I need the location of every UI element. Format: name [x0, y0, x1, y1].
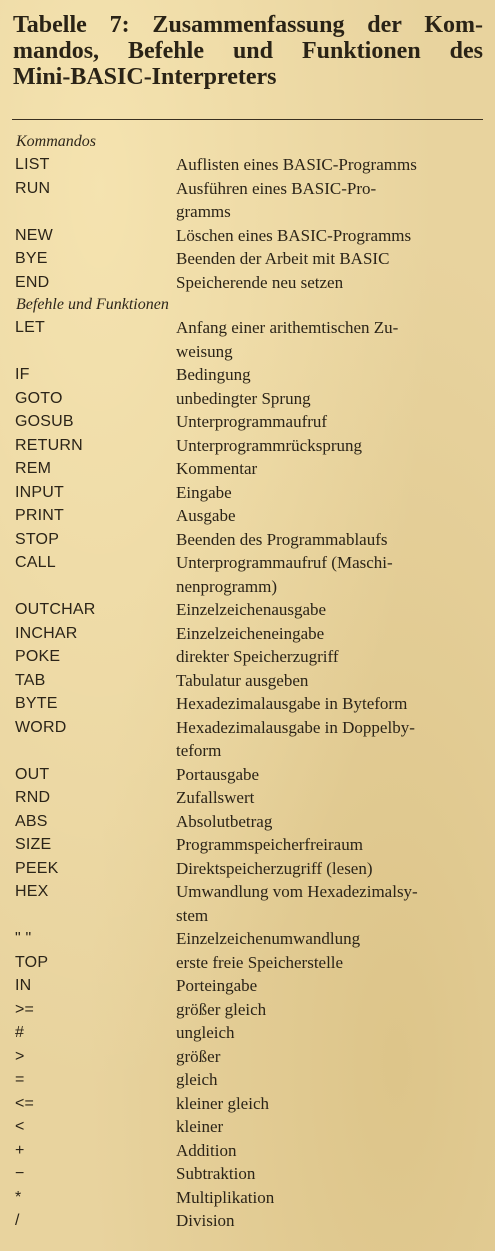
description-line: nenprogramm) — [176, 576, 278, 596]
table-row — [14, 622, 482, 646]
description-line: Ausführen eines BASIC-Pro- — [176, 178, 377, 198]
command-keyword: TAB — [15, 671, 46, 689]
command-keyword: RND — [15, 789, 51, 806]
command-description — [176, 1209, 476, 1233]
table-row — [14, 528, 482, 552]
table-row — [14, 998, 482, 1022]
command-description — [176, 598, 476, 622]
command-keyword: SIZE — [15, 836, 52, 853]
command-description — [176, 833, 476, 857]
command-description — [176, 763, 476, 787]
command-description — [176, 951, 476, 975]
command-keyword: # — [15, 1024, 25, 1041]
command-description — [176, 387, 476, 411]
description-line: Beenden der Arbeit mit BASIC — [176, 249, 390, 268]
description-line: weisung — [176, 341, 233, 361]
description-line: größer gleich — [176, 999, 267, 1019]
description-line: Absolutbetrag — [176, 811, 273, 831]
description-line: Speicherende neu setzen — [176, 272, 344, 292]
description-line: Unterprogrammrücksprung — [176, 435, 363, 455]
description-line: Multiplikation — [176, 1187, 275, 1207]
command-description — [176, 434, 476, 458]
table-row — [14, 1021, 482, 1045]
title-line-3: Mini-BASIC-Interpreters — [13, 64, 277, 90]
table-row — [14, 434, 482, 458]
command-description — [176, 410, 476, 434]
table-row — [14, 598, 482, 622]
table-row — [14, 1162, 482, 1186]
command-description — [176, 528, 476, 552]
description-line: Subtraktion — [176, 1164, 256, 1183]
command-description — [176, 271, 476, 295]
table-row — [14, 645, 482, 669]
table-row — [14, 1209, 482, 1233]
description-line: Porteingabe — [176, 976, 258, 995]
table-row — [14, 504, 482, 528]
command-description — [176, 974, 476, 998]
command-keyword: = — [15, 1071, 25, 1088]
command-keyword: / — [15, 1212, 20, 1229]
command-description — [176, 1162, 476, 1186]
command-description — [176, 669, 476, 693]
table-row — [14, 410, 482, 434]
command-keyword: INPUT — [15, 483, 64, 501]
command-keyword: RUN — [15, 179, 51, 197]
description-line: Einzelzeichenumwandlung — [176, 929, 361, 948]
command-description — [176, 551, 476, 598]
command-description — [176, 457, 476, 481]
command-keyword: PEEK — [15, 859, 59, 877]
command-keyword: LET — [15, 319, 45, 336]
description-line: gramms — [176, 202, 231, 221]
table-row — [14, 1092, 482, 1116]
description-line: Hexadezimalausgabe in Doppelby- — [176, 717, 415, 737]
command-keyword: < — [15, 1118, 25, 1135]
description-line: Division — [176, 1211, 235, 1230]
command-description — [176, 1139, 476, 1163]
command-keyword: RETURN — [15, 436, 83, 454]
table-row — [14, 716, 482, 763]
command-keyword: OUTCHAR — [15, 601, 96, 618]
command-description — [176, 810, 476, 834]
command-description — [176, 1068, 476, 1092]
description-line: Unterprogrammaufruf — [176, 412, 328, 431]
description-line: kleiner — [176, 1117, 224, 1136]
command-keyword: LIST — [15, 156, 50, 173]
command-description — [176, 716, 476, 763]
command-description — [176, 927, 476, 951]
description-line: Tabulatur ausgeben — [176, 670, 309, 690]
command-keyword: IF — [15, 366, 30, 383]
table-row — [14, 927, 482, 951]
section-heading: Befehle und Funktionen — [16, 296, 169, 313]
command-description — [176, 880, 476, 927]
command-keyword: >= — [15, 1000, 35, 1018]
command-keyword: TOP — [15, 953, 49, 971]
command-keyword: <= — [15, 1094, 35, 1112]
table-row — [14, 786, 482, 810]
command-description — [176, 622, 476, 646]
description-line: erste freie Speicherstelle — [176, 952, 344, 972]
command-description — [176, 177, 476, 224]
table-row — [14, 763, 482, 787]
table-row — [14, 316, 482, 363]
description-line: Anfang einer arithemtischen Zu- — [176, 318, 399, 337]
command-keyword: END — [15, 273, 50, 291]
table-row — [14, 669, 482, 693]
command-keyword: INCHAR — [15, 624, 78, 642]
command-keyword: GOSUB — [15, 413, 74, 430]
command-keyword: ABS — [15, 812, 48, 830]
command-keyword: GOTO — [15, 389, 63, 407]
command-keyword: BYE — [15, 250, 48, 267]
description-line: direkter Speicherzugriff — [176, 647, 339, 666]
table-row — [14, 177, 482, 224]
command-keyword: PRINT — [15, 507, 64, 524]
description-line: Einzelzeicheneingabe — [176, 623, 325, 643]
command-keyword: WORD — [15, 718, 67, 736]
command-keyword: POKE — [15, 648, 61, 665]
description-line: Portausgabe — [176, 764, 260, 784]
table-row — [14, 880, 482, 927]
command-description — [176, 481, 476, 505]
command-keyword: OUT — [15, 765, 50, 783]
table-row — [14, 457, 482, 481]
description-line: Umwandlung vom Hexadezimalsy- — [176, 882, 418, 901]
description-line: Addition — [176, 1140, 237, 1160]
command-keyword: HEX — [15, 883, 49, 900]
table-row — [14, 481, 482, 505]
table-row — [14, 387, 482, 411]
section-heading: Kommandos — [16, 133, 97, 150]
command-keyword: BYTE — [15, 695, 58, 712]
description-line: Unterprogrammaufruf (Maschi- — [176, 553, 393, 572]
command-keyword: * — [15, 1188, 22, 1206]
table-row — [14, 1045, 482, 1069]
command-description — [176, 692, 476, 716]
description-line: Hexadezimalausgabe in Byteform — [176, 694, 408, 713]
command-description — [176, 786, 476, 810]
command-description — [176, 1092, 476, 1116]
description-line: Programmspeicherfreiraum — [176, 835, 363, 854]
command-keyword: NEW — [15, 226, 53, 244]
description-line: ungleich — [176, 1023, 235, 1042]
table-row — [14, 224, 482, 248]
command-keyword: − — [15, 1165, 25, 1182]
description-line: Direktspeicherzugriff (lesen) — [176, 858, 373, 878]
description-line: Einzelzeichenausgabe — [176, 600, 327, 619]
command-description — [176, 224, 476, 248]
table-row — [14, 153, 482, 177]
table-row — [14, 271, 482, 295]
command-keyword: IN — [15, 977, 32, 994]
command-description — [176, 316, 476, 363]
description-line: Beenden des Programmablaufs — [176, 529, 388, 549]
command-keyword: + — [15, 1141, 25, 1159]
table-row — [14, 951, 482, 975]
command-description — [176, 504, 476, 528]
title-divider — [12, 119, 483, 120]
description-line: unbedingter Sprung — [176, 388, 311, 408]
description-line: teform — [176, 741, 222, 760]
table-row — [14, 857, 482, 881]
table-row — [14, 692, 482, 716]
table-row — [14, 810, 482, 834]
description-line: kleiner gleich — [176, 1093, 269, 1113]
command-list — [14, 131, 482, 1233]
command-description — [176, 857, 476, 881]
table-row — [14, 363, 482, 387]
command-description — [176, 1186, 476, 1210]
table-row — [14, 1068, 482, 1092]
description-line: Kommentar — [176, 459, 258, 478]
table-row — [14, 247, 482, 271]
description-line: größer — [176, 1046, 221, 1066]
table-row — [14, 1139, 482, 1163]
description-line: Zufallswert — [176, 788, 255, 807]
command-keyword: CALL — [15, 554, 56, 571]
table-row — [14, 974, 482, 998]
command-keyword: STOP — [15, 530, 60, 548]
description-line: gleich — [176, 1070, 218, 1089]
command-description — [176, 153, 476, 177]
command-description — [176, 247, 476, 271]
table-row — [14, 551, 482, 598]
table-row — [14, 1115, 482, 1139]
description-line: Eingabe — [176, 482, 232, 502]
table-row — [14, 1186, 482, 1210]
description-line: Löschen eines BASIC-Programms — [176, 225, 412, 245]
command-description — [176, 645, 476, 669]
description-line: stem — [176, 905, 209, 925]
command-keyword: REM — [15, 460, 52, 477]
description-line: Auflisten eines BASIC-Programms — [176, 155, 417, 174]
description-line: Bedingung — [176, 365, 251, 384]
command-keyword: " " — [15, 930, 32, 947]
command-description — [176, 1115, 476, 1139]
title-line-2: mandos, Befehle und Funktionen des — [13, 38, 483, 64]
command-keyword: > — [15, 1047, 25, 1065]
title-line-1: Tabelle 7: Zusammenfassung der Kom- — [13, 12, 483, 38]
command-description — [176, 1045, 476, 1069]
table-row — [14, 833, 482, 857]
command-description — [176, 1021, 476, 1045]
command-description — [176, 363, 476, 387]
table-title — [13, 12, 483, 90]
command-description — [176, 998, 476, 1022]
description-line: Ausgabe — [176, 506, 236, 525]
